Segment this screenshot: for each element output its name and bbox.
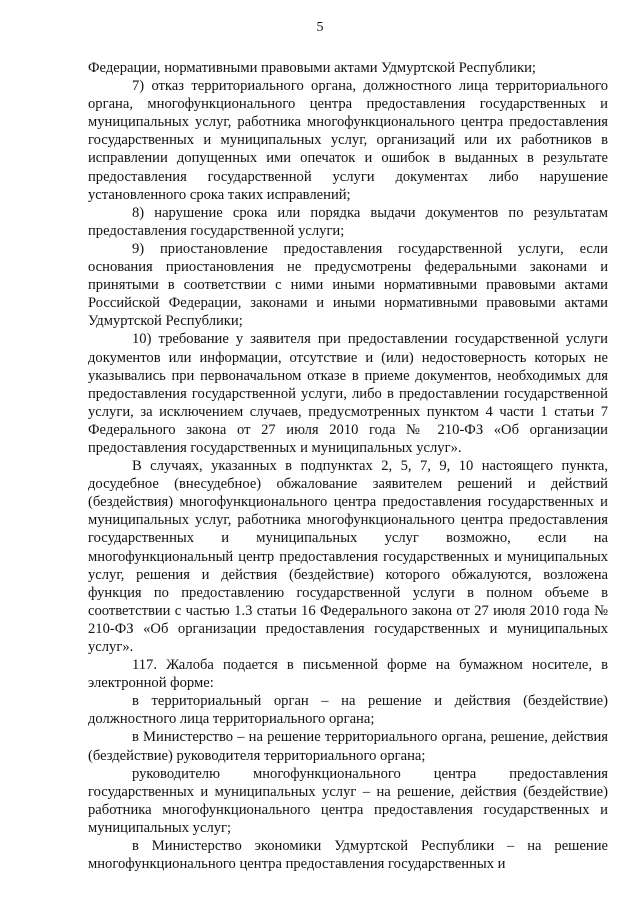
paragraph-continuation: Федерации, нормативными правовыми актами Удмуртской Республики; xyxy=(88,60,536,76)
paragraph-item-10: 10) требование у заявителя при предоставлении государственной услуги документов или информации, отсутствие и (или) недостоверность которых не указывались при первоначальном отказе в приеме документов, необходимых для предоставления государственной услуги, либо в предоставлении государственной услуги, за исключением случаев, предусмотренных пунктом 4 части 1 статьи 7 Федерального закона от 27 июля 2010 года № 210-ФЗ «Об организации предоставления государственных и муниципальных услуг». xyxy=(88,331,608,456)
paragraph-item-8: 8) нарушение срока или порядка выдачи документов по результатам предоставления государственной услуги; xyxy=(88,204,608,239)
paragraph-mfc-head: руководителю многофункционального центра предоставления государственных и муниципальных услуг – на решение, действия (бездействие) работника многофункционального центра предоставления государственных и муниципальных услуг; xyxy=(88,765,608,836)
paragraph-territorial-body: в территориальный орган – на решение и действия (бездействие) должностного лица территориального органа; xyxy=(88,693,608,728)
paragraph-item-9: 9) приостановление предоставления государственной услуги, если основания приостановления не предусмотрены федеральными законами и принятыми в соответствии с ними иными нормативными правовыми актами Российской Федерации, законами и иными нормативными правовыми актами Удмуртской Республики; xyxy=(88,240,608,330)
paragraph-economy-ministry: в Министерство экономики Удмуртской Республики – на решение многофункционального центра предоставления государственных и xyxy=(88,838,608,873)
paragraph-117: 117. Жалоба подается в письменной форме на бумажном носителе, в электронной форме: xyxy=(88,657,608,692)
paragraph-ministry: в Министерство – на решение территориального органа, решение, действия (бездействие) руководителя территориального органа; xyxy=(88,729,608,764)
page-number: 5 xyxy=(316,20,324,35)
paragraph-cases: В случаях, указанных в подпунктах 2, 5, 7, 9, 10 настоящего пункта, досудебное (внесудебное) обжалование заявителем решений и действий (бездействия) многофункционального центра предоставления государственных и муниципальных услуг, работника многофункционального центра предоставления государственных и муниципальных услуг возможно, если на многофункциональный центр предоставления государственных и муниципальных услуг, решения и действия (бездействие) которого обжалуются, возложена функция по предоставлению государственной услуги в полном объеме в соответствии с частью 1.3 статьи 16 Федерального закона от 27 июля 2010 года № 210-ФЗ «Об организации предоставления государственных и муниципальных услуг». xyxy=(88,458,608,655)
paragraph-item-7: 7) отказ территориального органа, должностного лица территориального органа, многофункционального центра предоставления государственных и муниципальных услуг, работника многофункционального центра предоставления государственных и муниципальных услуг, организаций или их работников в исправлении допущенных ими опечаток и ошибок в выданных в результате предоставления государственной услуги документах либо нарушение установленного срока таких исправлений; xyxy=(88,78,608,203)
document-body xyxy=(88,59,608,873)
